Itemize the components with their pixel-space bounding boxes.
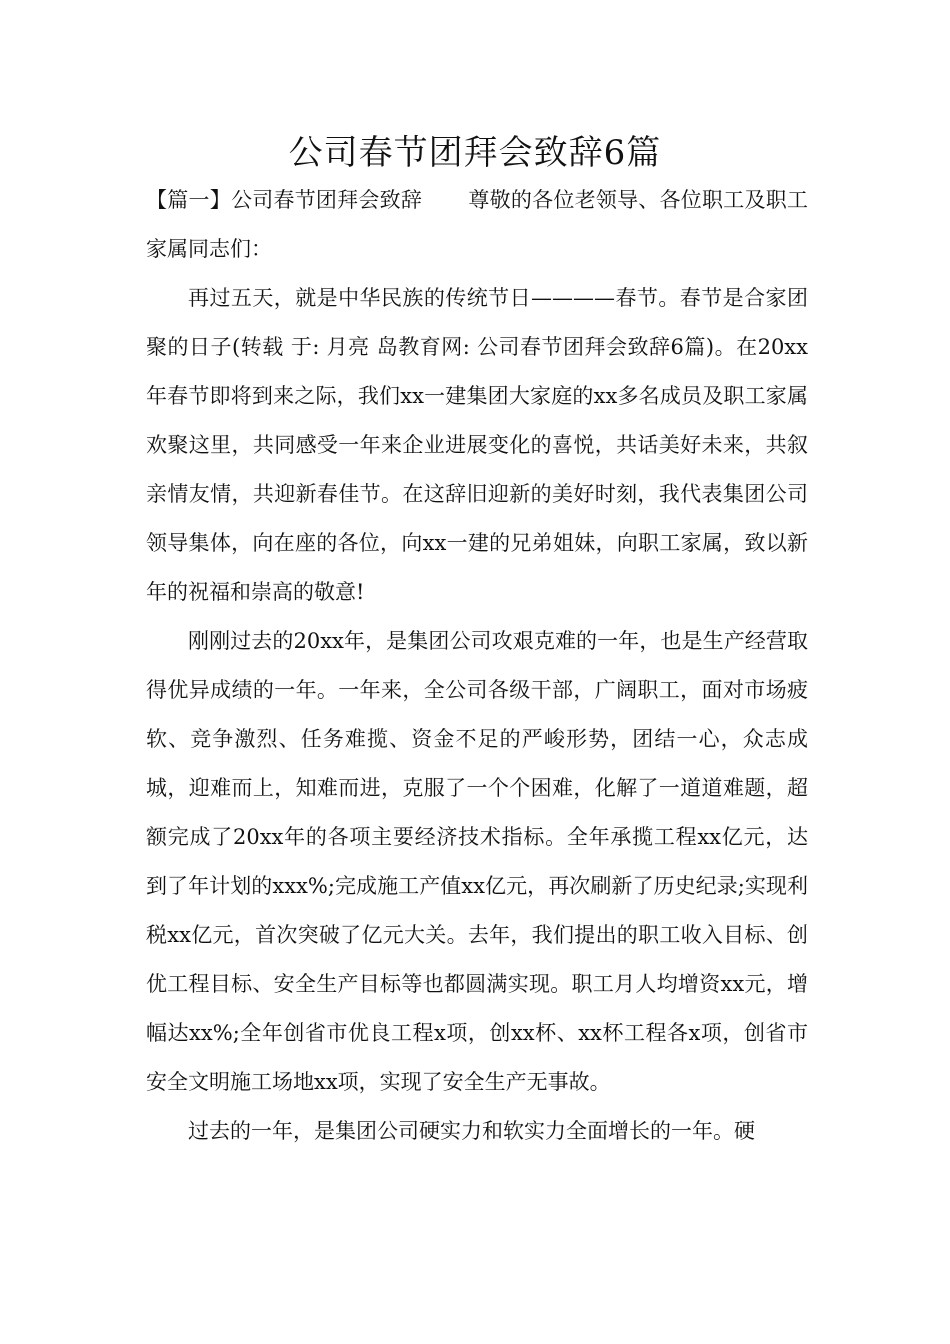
document-body	[146, 176, 808, 1156]
greeting: 尊敬的各位老领导、各位职工及职工家属同志们：	[146, 188, 809, 261]
paragraph: 过去的一年，是集团公司硬实力和软实力全面增长的一年。硬	[188, 1119, 755, 1143]
document-title: 公司春节团拜会致辞6篇	[288, 133, 662, 173]
paragraph: 刚刚过去的20xx年，是集团公司攻艰克难的一年，也是生产经营取得优异成绩的一年。一年来，全公司各级干部，广阔职工，面对市场疲软、竞争激烈、任务难揽、资金不足的严峻形势，团结一心，众志成城，迎难而上，知难而进，克服了一个个困难，化解了一道道难题，超额完成了20xx年的各项主要经济技术指标。全年承揽工程xx亿元，达到了年计划的xxx%;完成施工产值xx亿元，再次刷新了历史纪录;实现利税xx亿元，首次突破了亿元大关。去年，我们提出的职工收入目标、创优工程目标、安全生产目标等也都圆满实现。职工月人均增资xx元，增幅达xx%;全年创省市优良工程x项，创xx杯、xx杯工程各x项，创省市安全文明施工场地xx项，实现了安全生产无事故。	[146, 629, 808, 1094]
opening-paragraph	[146, 176, 808, 274]
section-heading: 【篇一】公司春节团拜会致辞	[146, 188, 423, 212]
paragraph: 再过五天，就是中华民族的传统节日————春节。春节是合家团聚的日子(转载 于: 月亮 岛教育网: 公司春节团拜会致辞6篇)。在20xx年春节即将到来之际，我们xx一建集团大家庭的xx多名成员及职工家属欢聚这里，共同感受一年来企业进展变化的喜悦，共话美好未来，共叙亲情友情，共迎新春佳节。在这辞旧迎新的美好时刻，我代表集团公司领导集体，向在座的各位，向xx一建的兄弟姐妹，向职工家属，致以新年的祝福和崇高的敬意!	[146, 286, 808, 604]
